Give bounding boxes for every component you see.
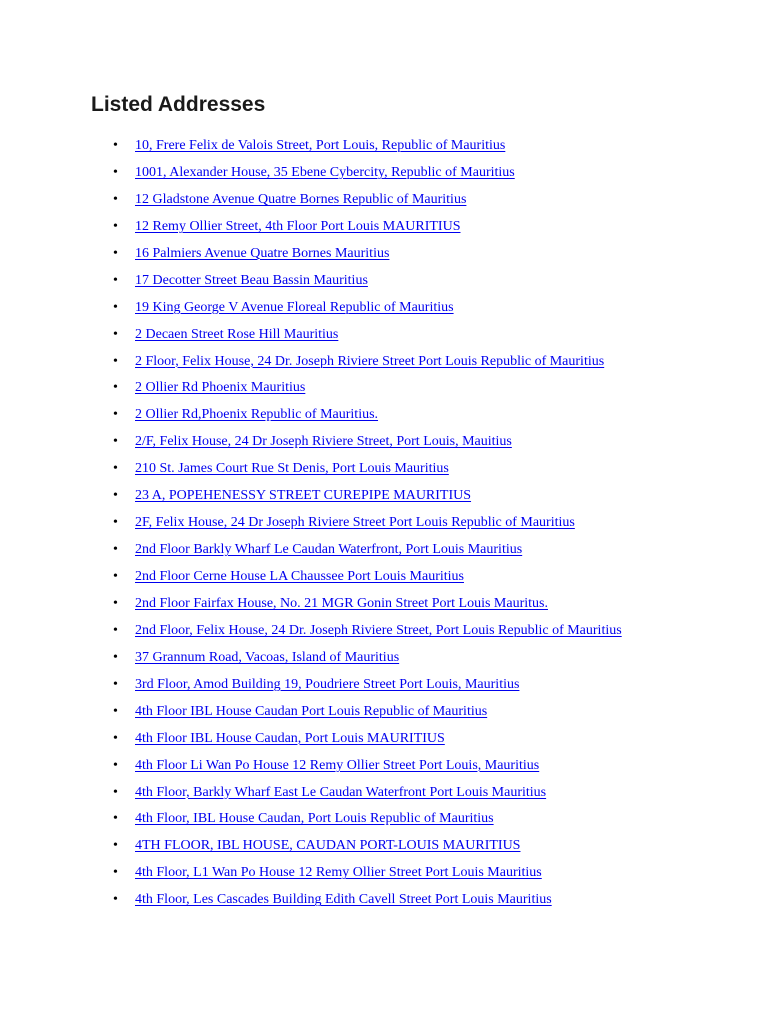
address-link[interactable]: 2 Ollier Rd,Phoenix Republic of Mauritius. [135,407,379,423]
address-link[interactable]: 4th Floor, Les Cascades Building Edith Cavell Street Port Louis Mauritius [135,892,552,908]
bullet-icon: • [113,811,118,827]
address-link[interactable]: 19 King George V Avenue Floreal Republic of Mauritius [135,299,454,315]
bullet-icon: • [113,865,118,881]
address-link[interactable]: 4th Floor Li Wan Po House 12 Remy Ollier Street Port Louis, Mauritius [135,757,540,773]
bullet-icon: • [113,649,118,665]
bullet-icon: • [113,757,118,773]
address-link[interactable]: 4th Floor, L1 Wan Po House 12 Remy Ollier Street Port Louis Mauritius [135,865,542,881]
address-link[interactable]: 4th Floor, IBL House Caudan, Port Louis Republic of Mauritius [135,811,494,827]
address-link[interactable]: 1001, Alexander House, 35 Ebene Cybercity, Republic of Mauritius [135,164,515,180]
address-link[interactable]: 2F, Felix House, 24 Dr Joseph Riviere Street Port Louis Republic of Mauritius [135,515,575,531]
bullet-icon: • [113,892,118,908]
bullet-icon: • [113,407,118,423]
address-link[interactable]: 4th Floor IBL House Caudan Port Louis Republic of Mauritius [135,703,488,719]
bullet-icon: • [113,299,118,315]
bullet-icon: • [113,595,118,611]
bullet-icon: • [113,622,118,638]
address-link[interactable]: 10, Frere Felix de Valois Street, Port Louis, Republic of Mauritius [135,138,506,153]
bullet-icon: • [113,838,118,854]
address-link[interactable]: 12 Remy Ollier Street, 4th Floor Port Louis MAURITIUS [135,218,461,234]
address-link[interactable]: 4th Floor, Barkly Wharf East Le Caudan Waterfront Port Louis Mauritius [135,784,547,800]
address-link[interactable]: 2nd Floor Cerne House LA Chaussee Port Louis Mauritius [135,569,464,584]
bullet-icon: • [113,434,118,450]
bullet-icon: • [113,326,118,342]
page-title: Listed Addresses [91,93,266,116]
address-link[interactable]: 2 Floor, Felix House, 24 Dr. Joseph Riviere Street Port Louis Republic of Mauritius [135,353,605,369]
bullet-icon: • [113,218,118,234]
address-link[interactable]: 12 Gladstone Avenue Quatre Bornes Republic of Mauritius [135,191,467,207]
bullet-icon: • [113,353,118,369]
bullet-icon: • [113,461,118,477]
bullet-icon: • [113,784,118,800]
address-link[interactable]: 210 St. James Court Rue St Denis, Port Louis Mauritius [135,461,449,477]
address-link[interactable]: 37 Grannum Road, Vacoas, Island of Mauritius [135,649,400,665]
bullet-icon: • [113,569,118,584]
address-link[interactable]: 2/F, Felix House, 24 Dr Joseph Riviere Street, Port Louis, Mauitius [135,434,512,450]
bullet-icon: • [113,542,118,558]
address-link[interactable]: 23 A, POPEHENESSY STREET CUREPIPE MAURITIUS [135,488,472,504]
address-link[interactable]: 17 Decotter Street Beau Bassin Mauritius [135,272,368,288]
bullet-icon: • [113,191,118,207]
bullet-icon: • [113,164,118,180]
bullet-icon: • [113,730,118,746]
bullet-icon: • [113,488,118,504]
address-link[interactable]: 2 Ollier Rd Phoenix Mauritius [135,380,306,396]
bullet-icon: • [113,676,118,692]
bullet-icon: • [113,703,118,719]
address-link[interactable]: 16 Palmiers Avenue Quatre Bornes Mauritius [135,245,390,261]
address-link[interactable]: 2nd Floor, Felix House, 24 Dr. Joseph Riviere Street, Port Louis Republic of Mauritius [135,622,622,638]
address-link[interactable]: 2 Decaen Street Rose Hill Mauritius [135,326,339,342]
address-link[interactable]: 4TH FLOOR, IBL HOUSE, CAUDAN PORT-LOUIS MAURITIUS [135,838,521,854]
bullet-icon: • [113,380,118,396]
address-link[interactable]: 2nd Floor Barkly Wharf Le Caudan Waterfront, Port Louis Mauritius [135,542,523,558]
address-link[interactable]: 3rd Floor, Amod Building 19, Poudriere Street Port Louis, Mauritius [135,676,520,692]
address-link[interactable]: 2nd Floor Fairfax House, No. 21 MGR Gonin Street Port Louis Mauritus. [135,595,548,611]
bullet-icon: • [113,245,118,261]
bullet-icon: • [113,515,118,531]
address-link[interactable]: 4th Floor IBL House Caudan, Port Louis MAURITIUS [135,730,445,746]
bullet-icon: • [113,272,118,288]
bullet-icon: • [113,138,118,153]
